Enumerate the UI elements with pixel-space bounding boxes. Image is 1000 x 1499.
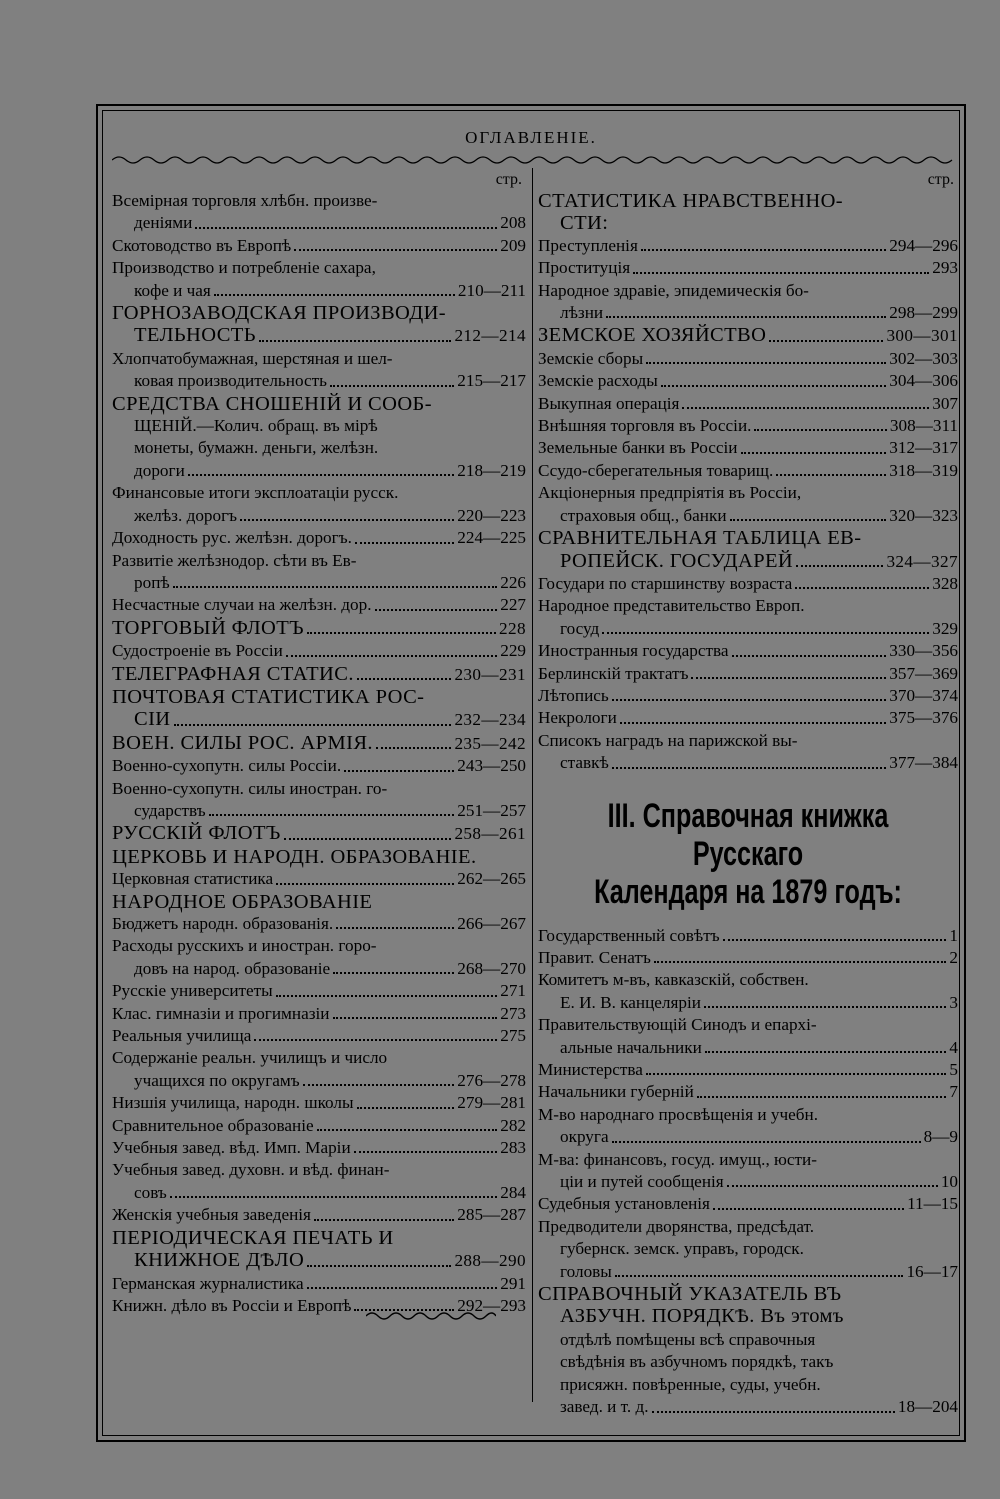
toc-entry: присяжн. повѣренные, суды, учебн. — [560, 1374, 821, 1394]
toc-entry[interactable]: Низшія училища, народн. школы 279—281 — [112, 1093, 526, 1113]
toc-entry: Расходы русскихъ и иностран. горо- — [112, 936, 377, 956]
toc-right-column — [538, 170, 958, 1419]
toc-entry[interactable]: госуд 329 — [560, 618, 958, 638]
toc-entry: Хлопчатобумажная, шерстяная и шел- — [112, 348, 393, 368]
toc-entry: Учебныя завед. духовн. и вѣд. финан- — [112, 1160, 390, 1180]
toc-entry: Содержаніе реальн. училищъ и число — [112, 1048, 388, 1068]
toc-section[interactable]: ВОЕН. СИЛЫ РОС. АРМІЯ. 235—242 — [112, 731, 526, 754]
toc-section: НАРОДНОЕ ОБРАЗОВАНІЕ — [112, 890, 373, 913]
part-three-heading-line: III. Справочная книжка Русскаго — [607, 796, 889, 873]
toc-section: СРЕДСТВА СНОШЕНІЙ И СООБ- — [112, 392, 432, 415]
column-divider — [532, 168, 533, 1402]
toc-entry[interactable]: желѣз. дорогъ 220—223 — [134, 505, 526, 525]
toc-entry[interactable]: Военно-сухопутн. силы Россіи. 243—250 — [112, 756, 526, 776]
toc-entry[interactable]: Сравнительное образованіе 282 — [112, 1115, 526, 1135]
toc-entry[interactable]: Е. И. В. канцеляріи 3 — [560, 992, 958, 1012]
toc-section[interactable]: РОПЕЙСК. ГОСУДАРЕЙ 324—327 — [560, 549, 958, 572]
page-title: ОГЛАВЛЕНІЕ. — [465, 128, 597, 147]
toc-entry[interactable]: Бюджетъ народн. образованія. 266—267 — [112, 914, 526, 933]
toc-section: СПРАВОЧНЫЙ УКАЗАТЕЛЬ ВЪ — [538, 1283, 842, 1306]
toc-entry: ЩЕНІЙ.—Колич. обращ. въ мірѣ — [134, 416, 378, 436]
toc-entry: Правительствующій Синодъ и епархі- — [538, 1015, 817, 1035]
toc-entry[interactable]: ковая производительность 215—217 — [134, 371, 526, 391]
toc-entry[interactable]: Начальники губерній 7 — [538, 1082, 958, 1102]
toc-section: СТИ: — [560, 212, 609, 235]
toc-entry[interactable]: Учебныя завед. вѣд. Имп. Маріи 283 — [112, 1138, 526, 1158]
toc-entry[interactable]: головы 16—17 — [560, 1261, 958, 1281]
toc-left-column — [112, 170, 526, 1317]
toc-entry[interactable]: Государственный совѣтъ 1 — [538, 925, 958, 945]
toc-entry[interactable]: Преступленія 294—296 — [538, 235, 958, 255]
header-ornament — [112, 154, 954, 166]
toc-entry[interactable]: Иностранныя государства 330—356 — [538, 641, 958, 661]
toc-entry[interactable]: лѣзни 298—299 — [560, 303, 958, 323]
toc-entry[interactable]: Женскія учебныя заведенія 285—287 — [112, 1205, 526, 1225]
toc-entry[interactable]: альные начальники 4 — [560, 1037, 958, 1057]
toc-entry[interactable]: Выкупная операція 307 — [538, 393, 958, 413]
toc-entry[interactable]: Некрологи 375—376 — [538, 708, 958, 728]
toc-entry[interactable]: Лѣтопись 370—374 — [538, 685, 958, 705]
toc-entry: Народное представительство Европ. — [538, 596, 805, 616]
page-column-label: стр. — [495, 171, 522, 188]
toc-section: ПЕРІОДИЧЕСКАЯ ПЕЧАТЬ И — [112, 1226, 394, 1249]
toc-entry: Военно-сухопутн. силы иностран. го- — [112, 778, 388, 798]
toc-section[interactable]: КНИЖНОЕ ДѢЛО 288—290 — [134, 1249, 526, 1272]
toc-entry: Народное здравіе, эпидемическія бо- — [538, 280, 809, 300]
page-frame — [96, 104, 966, 1442]
toc-entry[interactable]: завед. и т. д. 18—204 — [560, 1397, 958, 1417]
toc-entry[interactable]: Скотоводство въ Европѣ 209 — [112, 235, 526, 255]
toc-entry[interactable]: Проституція 293 — [538, 258, 958, 278]
toc-entry[interactable]: Берлинскій трактатъ 357—369 — [538, 663, 958, 683]
toc-entry: Списокъ наградъ на парижской вы- — [538, 730, 798, 750]
toc-entry[interactable]: деніями 208 — [134, 213, 526, 233]
toc-section: ГОРНОЗАВОДСКАЯ ПРОИЗВОДИ- — [112, 302, 447, 325]
toc-entry: Финансовые итоги эксплоатаціи русск. — [112, 483, 399, 503]
toc-entry[interactable]: Германская журналистика 291 — [112, 1273, 526, 1293]
toc-entry[interactable]: Ссудо-сберегательныя товарищ. 318—319 — [538, 460, 958, 480]
toc-entry[interactable]: Реальныя училища 275 — [112, 1026, 526, 1046]
toc-entry[interactable]: Судостроеніе въ Россіи 229 — [112, 641, 526, 661]
toc-entry: Всемірная торговля хлѣбн. произве- — [112, 191, 378, 210]
toc-section: ЦЕРКОВЬ И НАРОДН. ОБРАЗОВАНІЕ. — [112, 845, 477, 868]
toc-section[interactable]: ТЕЛЕГРАФНАЯ СТАТИС. 230—231 — [112, 662, 526, 685]
toc-entry[interactable]: довъ на народ. образованіе 268—270 — [134, 958, 526, 978]
toc-entry[interactable]: Церковная статистика 262—265 — [112, 869, 526, 889]
toc-entry[interactable]: кофе и чая 210—211 — [134, 280, 526, 300]
toc-entry: свѣдѣнія въ азбучномъ порядкѣ, такъ — [560, 1352, 834, 1372]
toc-entry: монеты, бумажн. деньги, желѣзн. — [134, 438, 379, 458]
toc-entry: М-во народнаго просвѣщенія и учебн. — [538, 1104, 819, 1124]
toc-entry[interactable]: учащихся по округамъ 276—278 — [134, 1070, 526, 1090]
toc-entry[interactable]: Земельные банки въ Россіи 312—317 — [538, 438, 958, 458]
toc-entry[interactable]: Государи по старшинству возраста 328 — [538, 573, 958, 593]
part-three-heading-line: Календаря на 1879 годъ: — [594, 872, 902, 911]
toc-entry: М-ва: финансовъ, госуд. имущ., юсти- — [538, 1149, 817, 1169]
toc-section[interactable]: РУССКІЙ ФЛОТЪ 258—261 — [112, 822, 526, 845]
toc-entry[interactable]: Доходность рус. желѣзн. дорогъ. 224—225 — [112, 528, 526, 548]
toc-entry[interactable]: Несчастные случаи на желѣзн. дор. 227 — [112, 595, 526, 615]
toc-entry[interactable]: Министерства 5 — [538, 1060, 958, 1079]
toc-section[interactable]: ТЕЛЬНОСТЬ 212—214 — [134, 324, 526, 347]
toc-entry[interactable]: ціи и путей сообщенія 10 — [560, 1172, 958, 1192]
toc-entry[interactable]: Внѣшняя торговля въ Россіи. 308—311 — [538, 416, 958, 436]
toc-entry: Акціонерныя предпріятія въ Россіи, — [538, 483, 802, 503]
toc-entry: Предводители дворянства, предсѣдат. — [538, 1216, 815, 1236]
footer-ornament — [366, 1310, 496, 1322]
toc-entry[interactable]: округа 8—9 — [560, 1127, 958, 1147]
toc-section[interactable]: СІИ 232—234 — [134, 708, 526, 731]
toc-section: СТАТИСТИКА НРАВСТВЕННО- — [538, 190, 843, 212]
toc-section[interactable]: ЗЕМСКОЕ ХОЗЯЙСТВО 300—301 — [538, 324, 958, 347]
toc-entry[interactable]: Судебныя установленія 11—15 — [538, 1194, 958, 1214]
toc-entry: губернск. земск. управъ, городск. — [560, 1239, 804, 1259]
toc-entry: АЗБУЧН. ПОРЯДКѢ. Въ этомъ — [560, 1305, 844, 1328]
toc-entry[interactable]: совъ 284 — [134, 1182, 526, 1202]
toc-entry: Развитіе желѣзнодор. сѣти въ Ев- — [112, 550, 357, 570]
page-column-label: стр. — [927, 171, 954, 188]
toc-entry[interactable]: Русскіе университеты 271 — [112, 981, 526, 1001]
toc-entry: отдѣлѣ помѣщены всѣ справочныя — [560, 1329, 816, 1349]
toc-entry[interactable]: сударствъ 251—257 — [134, 800, 526, 820]
toc-section[interactable]: ТОРГОВЫЙ ФЛОТЪ 228 — [112, 616, 526, 639]
part-three-heading — [593, 797, 904, 911]
toc-entry[interactable]: Книжн. дѣло въ Россіи и Европѣ 292—293 — [112, 1295, 526, 1315]
toc-entry[interactable]: дороги 218—219 — [134, 460, 526, 480]
toc-section: СРАВНИТЕЛЬНАЯ ТАБЛИЦА ЕВ- — [538, 527, 862, 550]
toc-entry[interactable]: Правит. Сенатъ 2 — [538, 947, 958, 967]
toc-entry[interactable]: ставкѣ 377—384 — [560, 753, 958, 773]
toc-section: ПОЧТОВАЯ СТАТИСТИКА РОС- — [112, 685, 425, 708]
toc-entry[interactable]: страховыя общ., банки 320—323 — [560, 505, 958, 525]
toc-entry[interactable]: ропѣ 226 — [134, 572, 526, 592]
toc-entry: Производство и потребленіе сахара, — [112, 258, 376, 278]
toc-entry[interactable]: Клас. гимназіи и прогимназіи 273 — [112, 1003, 526, 1023]
toc-entry[interactable]: Земскіе расходы 304—306 — [538, 371, 958, 391]
toc-entry[interactable]: Земскіе сборы 302—303 — [538, 348, 958, 368]
toc-entry: Комитетъ м-въ, кавказскій, собствен. — [538, 970, 809, 990]
